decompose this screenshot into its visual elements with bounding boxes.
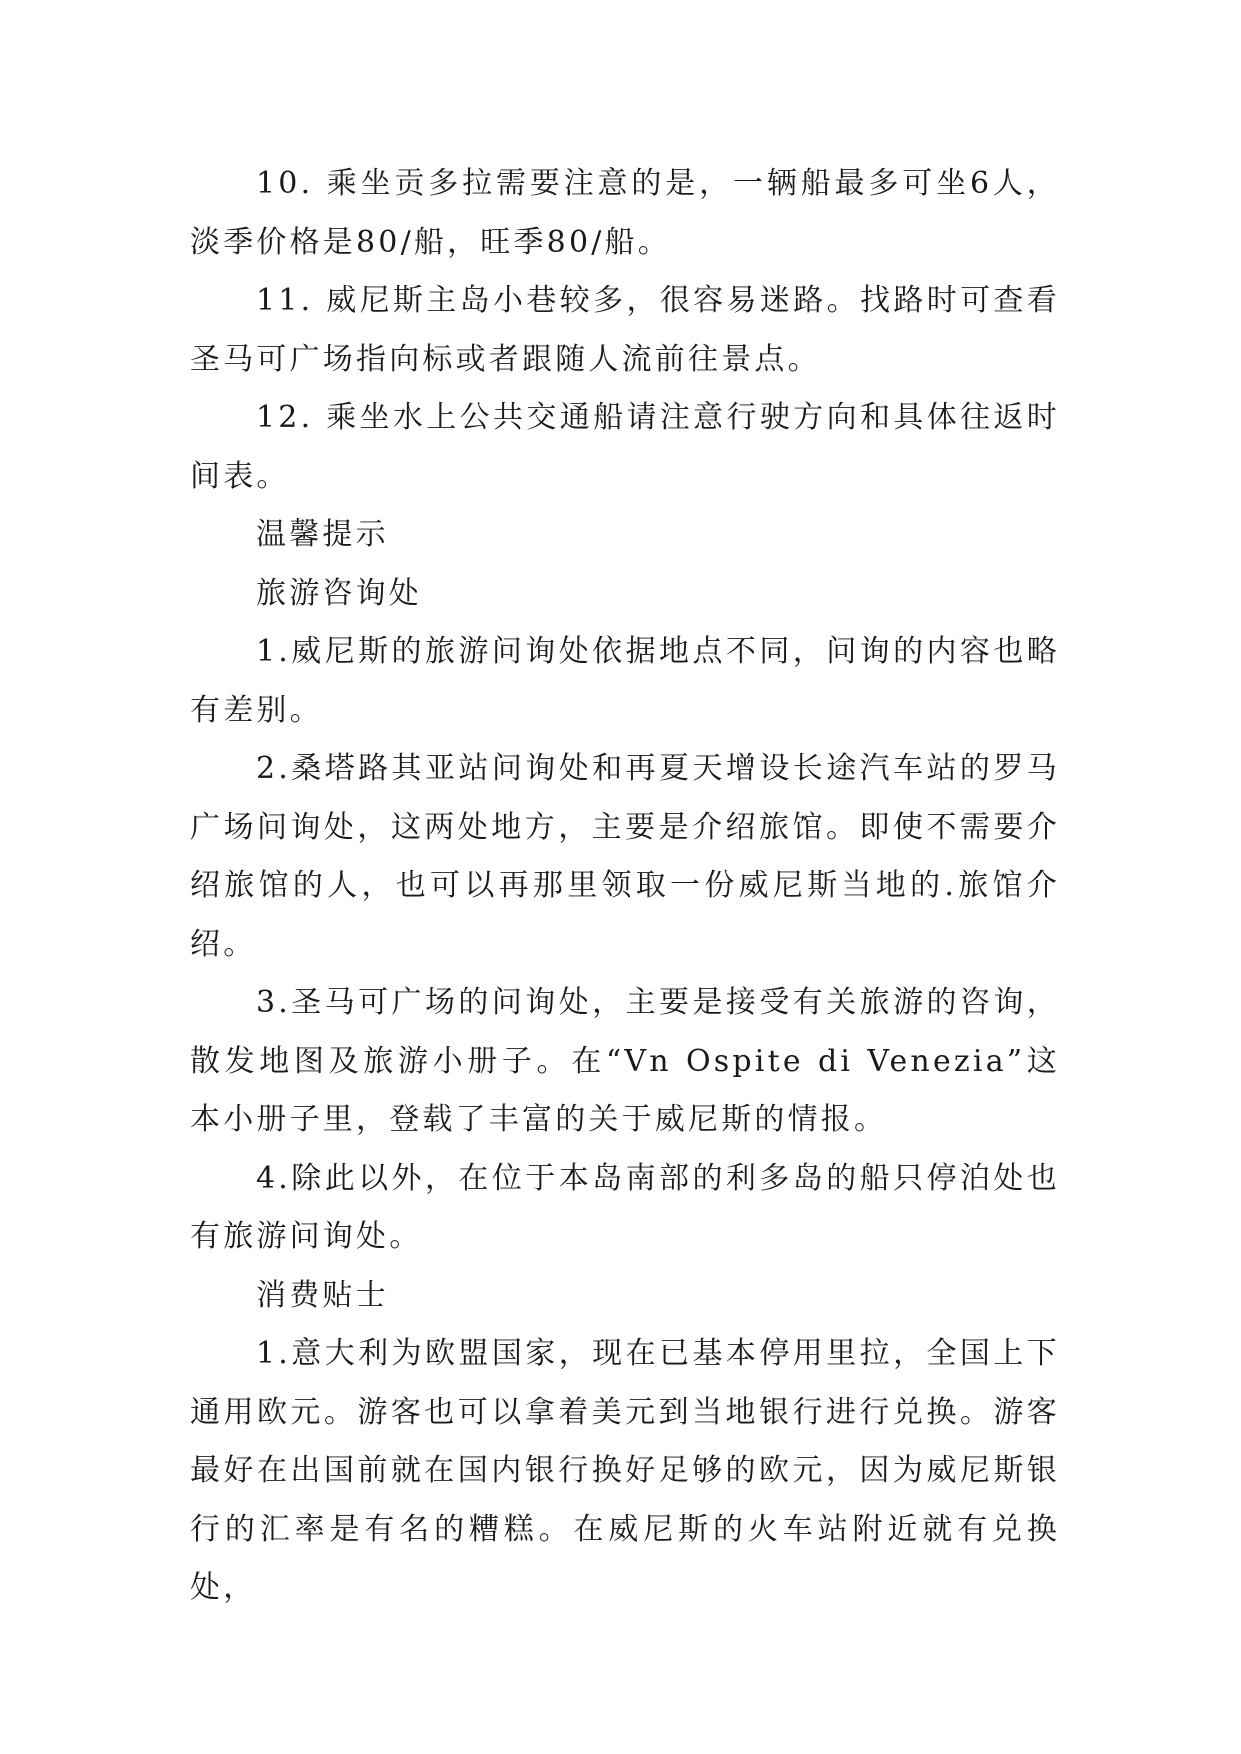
paragraph-water-bus-tip: 12. 乘坐水上公共交通船请注意行驶方向和具体往返时间表。 xyxy=(190,400,1060,494)
paragraph-gondola-tip: 10. 乘坐贡多拉需要注意的是，一辆船最多可坐6人，淡季价格是80/船，旺季80/船。 xyxy=(190,166,1060,260)
document-body xyxy=(190,155,1060,1618)
paragraph-alleys-tip: 11. 威尼斯主岛小巷较多，很容易迷路。找路时可查看圣马可广场指向标或者跟随人流前往景点。 xyxy=(190,283,1060,377)
paragraph-info-3: 3.圣马可广场的问询处，主要是接受有关旅游的咨询，散发地图及旅游小册子。在“Vn Ospite di Venezia”这本小册子里，登载了丰富的关于威尼斯的情报。 xyxy=(190,985,1060,1137)
paragraph-info-2: 2.桑塔路其亚站问询处和再夏天增设长途汽车站的罗马广场问询处，这两处地方，主要是介绍旅馆。即使不需要介绍旅馆的人，也可以再那里领取一份威尼斯当地的.旅馆介绍。 xyxy=(190,751,1060,962)
section-heading-tourist-info: 旅游咨询处 xyxy=(256,575,422,611)
paragraph-info-4: 4.除此以外，在位于本岛南部的利多岛的船只停泊处也有旅游问询处。 xyxy=(190,1160,1060,1254)
paragraph-spending-1: 1.意大利为欧盟国家，现在已基本停用里拉，全国上下通用欧元。游客也可以拿着美元到当地银行进行兑换。游客最好在出国前就在国内银行换好足够的欧元，因为威尼斯银行的汇率是有名的糟糕。在威尼斯的火车站附近就有兑换处， xyxy=(190,1336,1060,1605)
section-heading-spending-tips: 消费贴士 xyxy=(256,1277,389,1313)
section-heading-warm-tips: 温馨提示 xyxy=(256,517,389,552)
paragraph-info-1: 1.威尼斯的旅游问询处依据地点不同，问询的内容也略有差别。 xyxy=(190,634,1060,728)
